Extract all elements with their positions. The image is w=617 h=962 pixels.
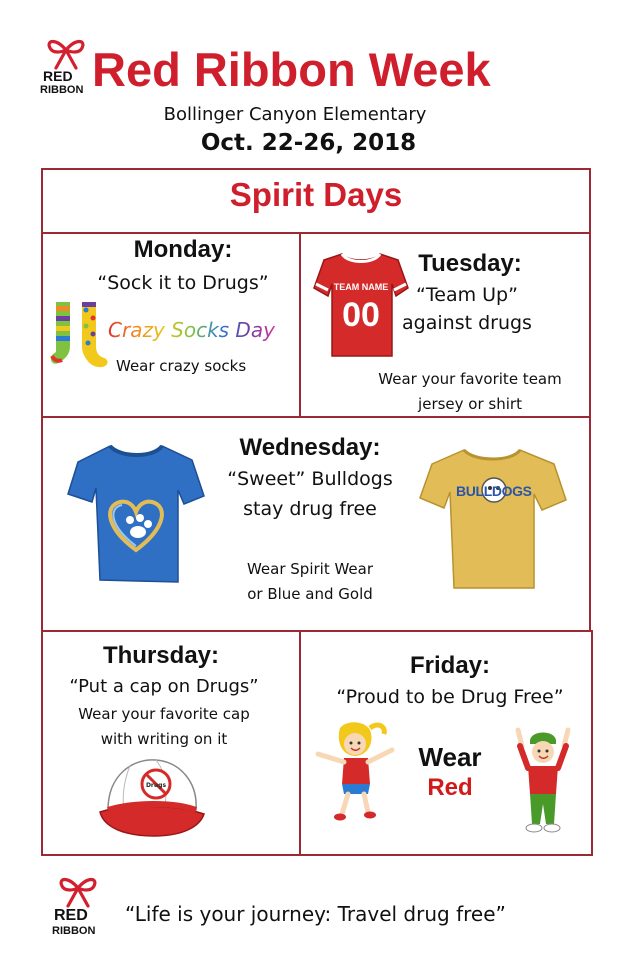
- team-jersey-icon: [312, 250, 410, 362]
- ribbon-icon: [52, 874, 104, 910]
- cheering-boy-icon: [512, 726, 574, 838]
- bulldogs-shirt-text: BULLDOGS: [456, 483, 532, 499]
- logo-line1: RED: [54, 907, 88, 924]
- wednesday-desc-line2: or Blue and Gold: [247, 585, 373, 603]
- footer-slogan: “Life is your journey: Travel drug free”: [125, 902, 506, 926]
- friday-red-word: Red: [427, 774, 473, 801]
- friday-theme: “Proud to be Drug Free”: [336, 686, 564, 708]
- spirit-days-title: Spirit Days: [229, 176, 403, 213]
- thursday-desc-line1: Wear your favorite cap: [78, 705, 250, 723]
- thursday-theme: “Put a cap on Drugs”: [69, 676, 259, 697]
- logo-line1: RED: [43, 68, 73, 84]
- cheering-girl-icon: [312, 720, 398, 824]
- wednesday-theme-line2: stay drug free: [243, 498, 377, 520]
- ribbon-icon: [40, 36, 92, 72]
- friday-day: Friday:: [409, 652, 490, 679]
- tuesday-day: Tuesday:: [418, 250, 522, 277]
- jersey-name-text: TEAM NAME: [333, 282, 389, 292]
- tuesday-theme-line2: against drugs: [402, 312, 532, 334]
- wednesday-theme-line1: “Sweet” Bulldogs: [227, 468, 393, 490]
- crazy-socks-caption: Crazy Socks Day: [108, 318, 275, 342]
- friday-wear-word: Wear: [418, 742, 482, 772]
- baseball-cap-icon: [94, 752, 208, 844]
- tuesday-theme-line1: “Team Up”: [416, 284, 518, 306]
- event-dates: Oct. 22-26, 2018: [200, 130, 417, 156]
- gold-bulldogs-shirt-icon: [418, 444, 568, 594]
- thursday-day: Thursday:: [102, 642, 219, 669]
- logo-line2: RIBBON: [52, 925, 96, 937]
- wednesday-day: Wednesday:: [239, 434, 381, 461]
- page-title: Red Ribbon Week: [92, 43, 491, 96]
- red-ribbon-logo: [40, 36, 92, 98]
- tuesday-desc-line1: Wear your favorite team: [378, 370, 562, 388]
- monday-desc: Wear crazy socks: [116, 357, 247, 375]
- blue-paw-shirt-icon: [66, 440, 206, 588]
- jersey-number-text: 00: [342, 296, 380, 334]
- tuesday-desc-line2: jersey or shirt: [418, 395, 522, 413]
- monday-theme: “Sock it to Drugs”: [97, 272, 269, 294]
- monday-day: Monday:: [133, 236, 233, 263]
- cap-text: Drugs: [145, 782, 167, 789]
- wednesday-desc-line1: Wear Spirit Wear: [246, 560, 374, 578]
- logo-line2: RIBBON: [40, 84, 84, 96]
- red-ribbon-logo-footer: [52, 874, 104, 938]
- crazy-socks-icon: [48, 300, 110, 372]
- thursday-desc-line2: with writing on it: [100, 730, 228, 748]
- school-name: Bollinger Canyon Elementary: [163, 104, 427, 125]
